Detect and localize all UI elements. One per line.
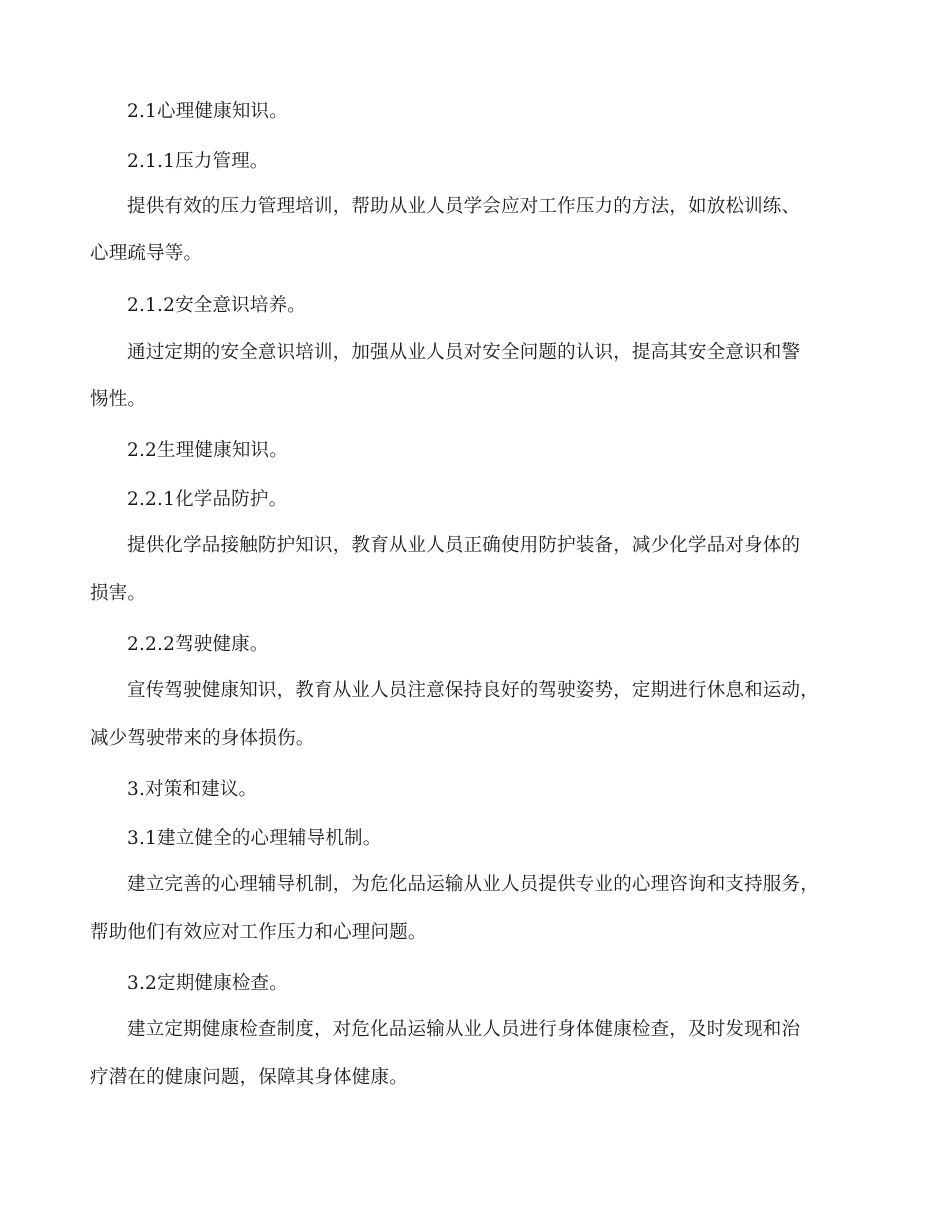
subsection-heading-2-1-1: 2.1.1压力管理。 xyxy=(127,151,269,172)
paragraph-line: 疗潜在的健康问题，保障其身体健康。 xyxy=(90,1067,408,1088)
document-page xyxy=(90,0,865,1230)
section-heading-3-2: 3.2定期健康检查。 xyxy=(127,973,288,994)
paragraph-line: 提供有效的压力管理培训，帮助从业人员学会应对工作压力的方法，如放松训练、 xyxy=(127,196,801,217)
paragraph-line: 减少驾驶带来的身体损伤。 xyxy=(90,728,315,749)
paragraph-line: 建立定期健康检查制度，对危化品运输从业人员进行身体健康检查，及时发现和治 xyxy=(127,1019,801,1040)
paragraph-line: 心理疏导等。 xyxy=(90,243,203,264)
paragraph-line: 宣传驾驶健康知识，教育从业人员注意保持良好的驾驶姿势，定期进行休息和运动， xyxy=(127,680,819,701)
paragraph-line: 帮助他们有效应对工作压力和心理问题。 xyxy=(90,922,427,943)
section-heading-2-2: 2.2生理健康知识。 xyxy=(127,440,288,461)
subsection-heading-2-2-1: 2.2.1化学品防护。 xyxy=(127,489,288,510)
section-heading-3: 3.对策和建议。 xyxy=(127,779,258,800)
section-heading-2-1: 2.1心理健康知识。 xyxy=(127,101,288,122)
subsection-heading-2-2-2: 2.2.2驾驶健康。 xyxy=(127,634,269,655)
paragraph-line: 惕性。 xyxy=(90,389,147,410)
paragraph-line: 提供化学品接触防护知识，教育从业人员正确使用防护装备，减少化学品对身体的 xyxy=(127,535,801,556)
section-heading-3-1: 3.1建立健全的心理辅导机制。 xyxy=(127,828,382,849)
subsection-heading-2-1-2: 2.1.2安全意识培养。 xyxy=(127,295,306,316)
paragraph-line: 通过定期的安全意识培训，加强从业人员对安全问题的认识，提高其安全意识和警 xyxy=(127,342,801,363)
paragraph-line: 损害。 xyxy=(90,583,147,604)
paragraph-line: 建立完善的心理辅导机制，为危化品运输从业人员提供专业的心理咨询和支持服务， xyxy=(127,874,819,895)
